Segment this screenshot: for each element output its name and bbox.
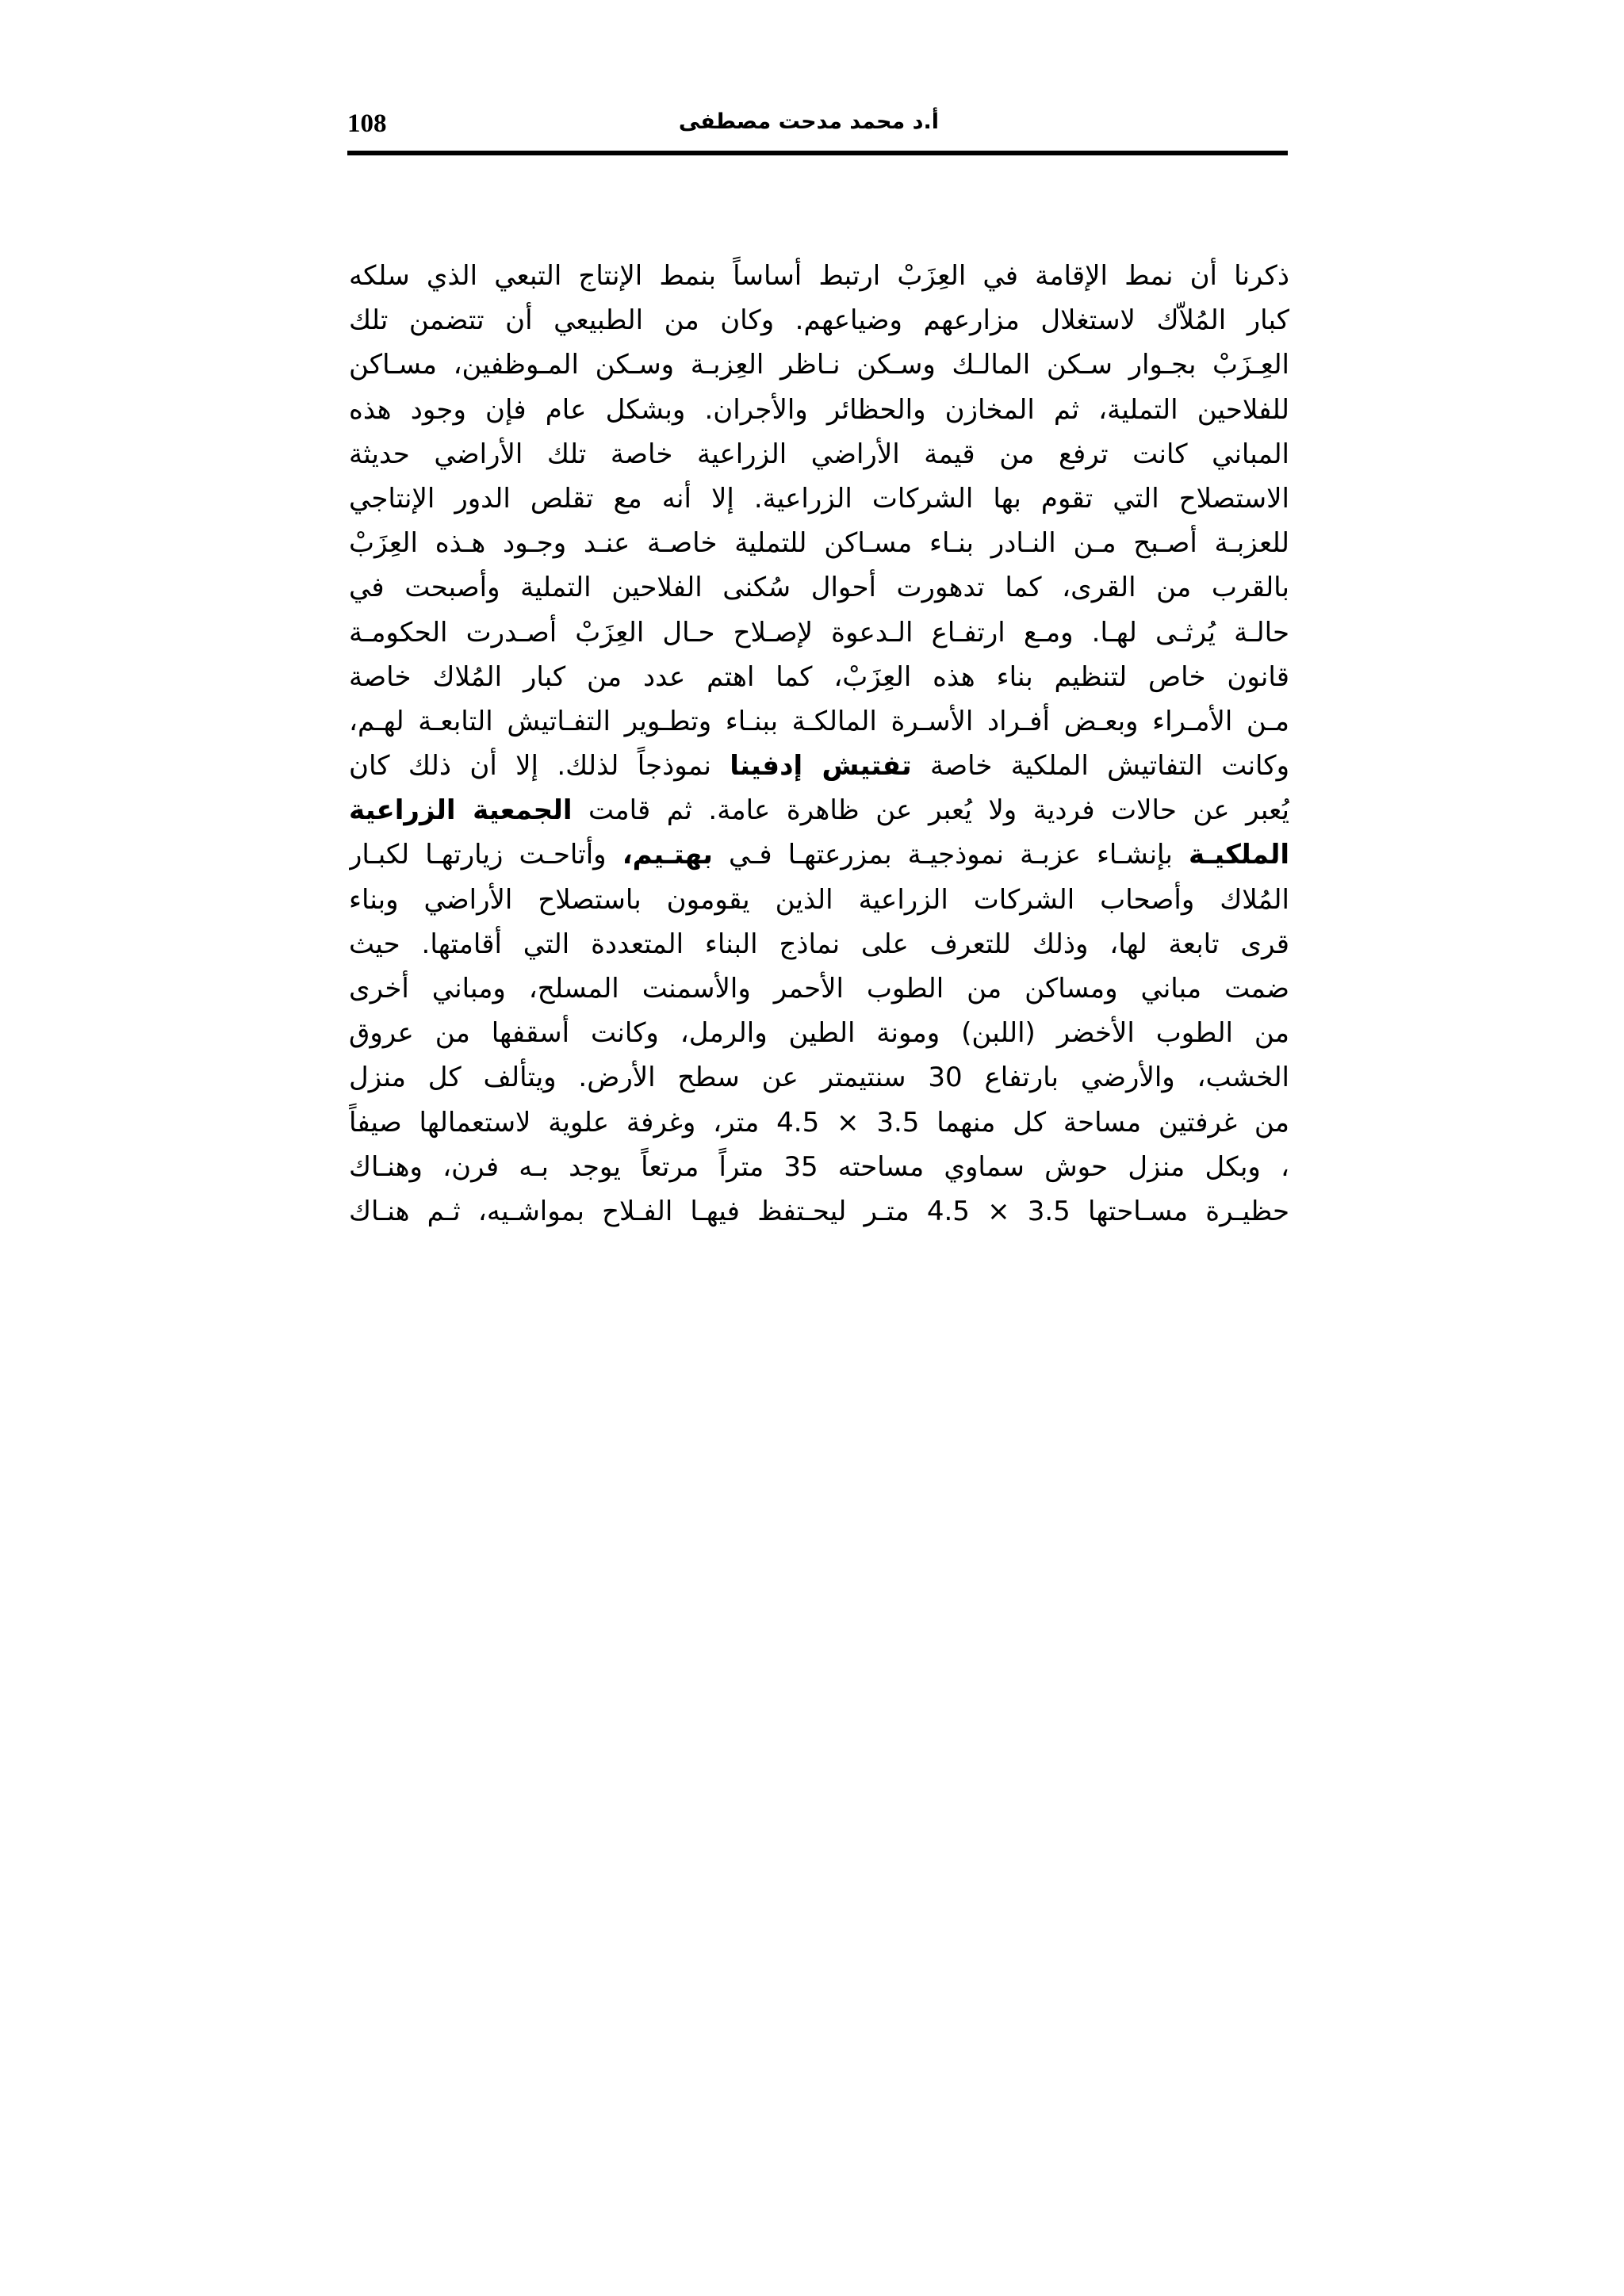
text-line: المُلاك وأصحاب الشركات الزراعية الذين يقومون باستصلاح الأراضي وبناء (349, 883, 1289, 916)
text-line: مـن الأمـراء وبعـض أفـراد الأسـرة المالكـة ببنـاء وتطـوير التفـاتيش التابعـة لهـم، (349, 705, 1289, 737)
text-line: حظيـرة مسـاحتها 3.5 × 4.5 متـر ليحـتفظ فيهـا الفـلاح بمواشـيه، ثـم هنـاك (349, 1195, 1289, 1227)
text-line: قانون خاص لتنظيم بناء هذه العِزَبْ، كما اهتم عدد من كبار المُلاك خاصة (349, 660, 1289, 693)
emphasized-term: الجمعية الزراعية (349, 794, 573, 827)
text-line: للعزبـة أصـبح مـن النـادر بنـاء مسـاكن للتملية خاصـة عنـد وجـود هـذه العِزَبْ (349, 527, 1289, 560)
text-line: من الطوب الأخضر (اللبن) ومونة الطين والرمل، وكانت أسقفها من عروق (349, 1017, 1289, 1050)
text-line: بالقرب من القرى، كما تدهورت أحوال سُكنى الفلاحين التملية وأصبحت في (349, 572, 1289, 604)
text-line: كبار المُلاّك لاستغلال مزارعهم وضياعهم. وكان من الطبيعي أن تتضمن تلك (349, 304, 1289, 337)
text-line: حالـة يُرثـى لهـا. ومـع ارتفـاع الـدعوة لإصـلاح حـال العِزَبْ أصـدرت الحكومـة (349, 616, 1289, 649)
text-line: الاستصلاح التي تقوم بها الشركات الزراعية. إلا أنه مع تقلص الدور الإنتاجي (349, 482, 1289, 515)
text-line: العِـزَبْ بجـوار سـكن المالـك وسـكن نـاظر العِزبـة وسـكن المـوظفين، مسـاكن (349, 349, 1289, 381)
text-line: ، وبكل منزل حوش سماوي مساحته 35 متراً مرتعاً يوجد بـه فرن، وهنـاك (349, 1150, 1289, 1183)
text-line: المباني كانت ترفع من قيمة الأراضي الزراعية خاصة تلك الأراضي حديثة (349, 438, 1289, 470)
text-line: يُعبر عن حالات فردية ولا يُعبر عن ظاهرة عامة. ثم قامت الجمعية الزراعية (349, 794, 1289, 827)
text-line: ذكرنا أن نمط الإقامة في العِزَبْ ارتبط أساساً بنمط الإنتاج التبعي الذي سلكه (349, 260, 1289, 292)
text-line: ضمت مباني ومساكن من الطوب الأحمر والأسمنت المسلح، ومباني أخرى (349, 973, 1289, 1004)
body-paragraph (349, 254, 1289, 1234)
text-line: الخشب، والأرضي بارتفاع 30 سنتيمتر عن سطح الأرض. ويتألف كل منزل (349, 1062, 1289, 1094)
text-line: للفلاحين التملية، ثم المخازن والحظائر والأجران. وبشكل عام فإن وجود هذه (349, 393, 1289, 426)
text-line: وكانت التفاتيش الملكية خاصة تفتيش إدفينا نموذجاً لذلك. إلا أن ذلك كان (349, 750, 1289, 783)
page-number: 108 (347, 109, 387, 138)
running-head: أ.د محمد مدحت مصطفى (678, 109, 939, 134)
emphasized-term: تفتيش إدفينا (730, 750, 912, 783)
emphasized-term: الملكيـة (1189, 839, 1289, 871)
emphasized-term: بهتـيم، (622, 839, 713, 871)
text-line: الملكيـة بإنشـاء عزبـة نموذجيـة بمزرعتهـا فـي بهتـيم، وأتاحـت زيارتهـا لكبـار (349, 839, 1289, 871)
page-header (347, 95, 1288, 155)
text-line: من غرفتين مساحة كل منهما 3.5 × 4.5 متر، وغرفة علوية لاستعمالها صيفاً (349, 1106, 1289, 1138)
text-line: قرى تابعة لها، وذلك للتعرف على نماذج البناء المتعددة التي أقامتها. حيث (349, 928, 1289, 960)
